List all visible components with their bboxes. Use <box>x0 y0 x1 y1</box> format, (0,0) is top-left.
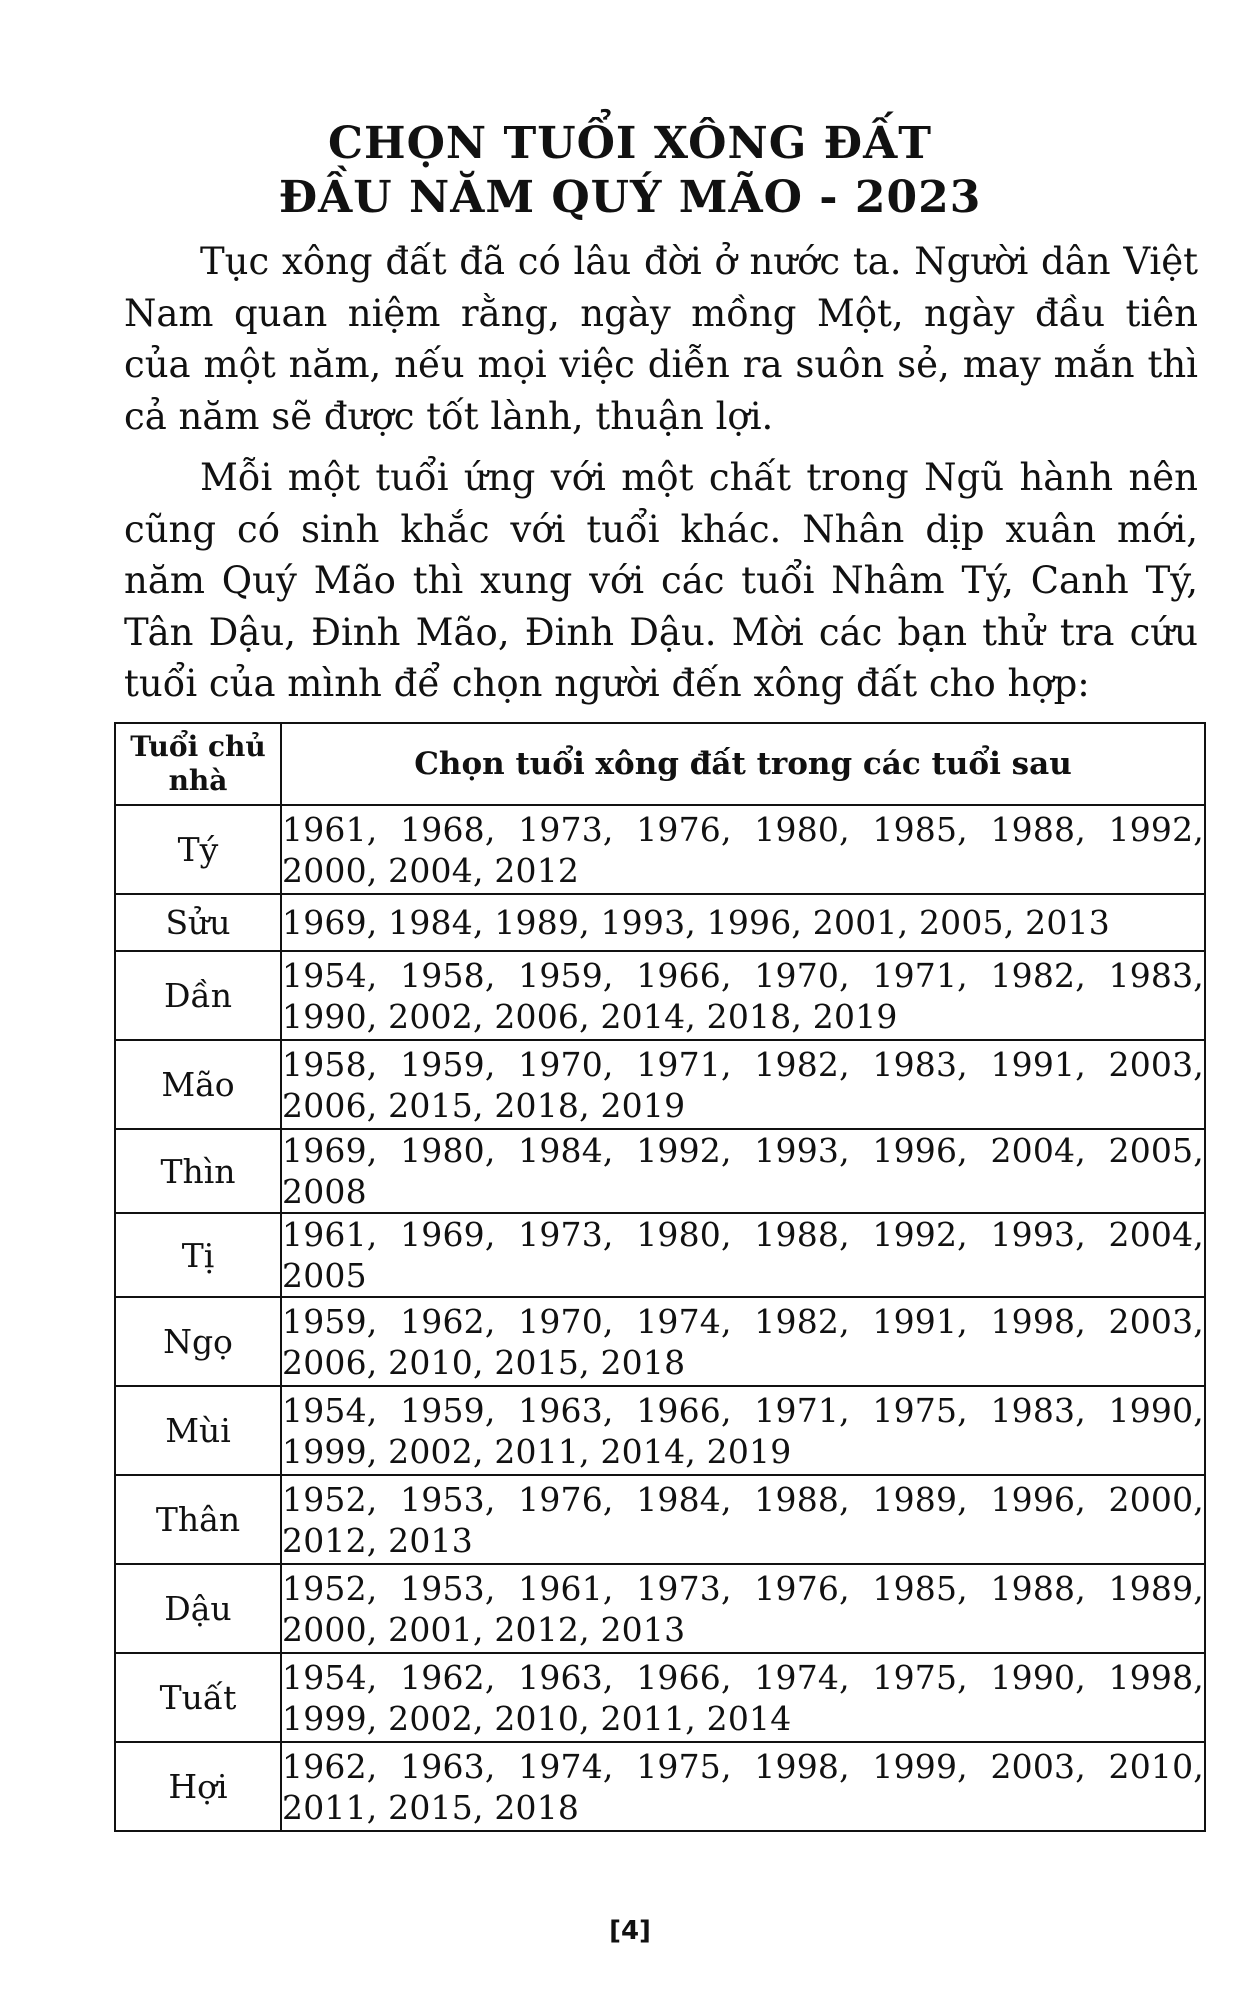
years-cell: 1969, 1984, 1989, 1993, 1996, 2001, 2005, 2013 <box>281 894 1205 951</box>
age-cell: Dần <box>115 951 281 1040</box>
age-cell: Tị <box>115 1213 281 1297</box>
age-cell: Mùi <box>115 1386 281 1475</box>
table-row <box>115 1742 1205 1831</box>
age-compatibility-table <box>114 722 1206 1832</box>
age-cell: Tý <box>115 805 281 894</box>
page-title-line-1: CHỌN TUỔI XÔNG ĐẤT <box>328 118 932 169</box>
page-title-line-2: ĐẦU NĂM QUÝ MÃO - 2023 <box>278 172 982 223</box>
header-house-owner-age: Tuổi chủ nhà <box>115 723 281 805</box>
years-cell: 1961, 1969, 1973, 1980, 1988, 1992, 1993, 2004, 2005 <box>282 1215 1204 1295</box>
years-cell: 1969, 1980, 1984, 1992, 1993, 1996, 2004, 2005, 2008 <box>282 1131 1204 1211</box>
table-row <box>115 1564 1205 1653</box>
table-row <box>115 951 1205 1040</box>
years-cell: 1954, 1958, 1959, 1966, 1970, 1971, 1982, 1983, 1990, 2002, 2006, 2014, 2018, 2019 <box>281 951 1205 1040</box>
table-row <box>115 805 1205 894</box>
years-cell: 1962, 1963, 1974, 1975, 1998, 1999, 2003, 2010, 2011, 2015, 2018 <box>281 1742 1205 1831</box>
explanation-paragraph: Mỗi một tuổi ứng với một chất trong Ngũ hành nên cũng có sinh khắc với tuổi khác. Nhân dịp xuân mới, năm Quý Mão thì xung với các tuổi Nhâm Tý, Canh Tý, Tân Dậu, Đinh Mão, Đinh Dậu. Mời các bạn thử tra cứu tuổi của mình để chọn người đến xông đất cho hợp: <box>124 456 1198 705</box>
years-cell: 1952, 1953, 1961, 1973, 1976, 1985, 1988, 1989, 2000, 2001, 2012, 2013 <box>281 1564 1205 1653</box>
age-cell: Dậu <box>115 1564 281 1653</box>
age-cell: Ngọ <box>115 1297 281 1386</box>
years-cell: 1954, 1962, 1963, 1966, 1974, 1975, 1990, 1998, 1999, 2002, 2010, 2011, 2014 <box>281 1653 1205 1742</box>
years-cell: 1954, 1959, 1963, 1966, 1971, 1975, 1983, 1990, 1999, 2002, 2011, 2014, 2019 <box>281 1386 1205 1475</box>
age-cell: Thân <box>115 1475 281 1564</box>
age-cell: Thìn <box>115 1129 281 1213</box>
age-cell: Tuất <box>115 1653 281 1742</box>
age-cell: Sửu <box>115 894 281 951</box>
years-cell: 1958, 1959, 1970, 1971, 1982, 1983, 1991, 2003, 2006, 2015, 2018, 2019 <box>281 1040 1205 1129</box>
table-row <box>115 1129 1205 1213</box>
table-row <box>115 894 1205 951</box>
table-row <box>115 1653 1205 1742</box>
table-row <box>115 1213 1205 1297</box>
page-number: [4] <box>609 1916 651 1946</box>
years-cell: 1959, 1962, 1970, 1974, 1982, 1991, 1998, 2003, 2006, 2010, 2015, 2018 <box>281 1297 1205 1386</box>
years-cell: 1952, 1953, 1976, 1984, 1988, 1989, 1996, 2000, 2012, 2013 <box>281 1475 1205 1564</box>
table-row <box>115 1040 1205 1129</box>
table-row <box>115 1297 1205 1386</box>
table-row <box>115 1475 1205 1564</box>
age-cell: Mão <box>115 1040 281 1129</box>
age-cell: Hợi <box>115 1742 281 1831</box>
header-first-footer-ages: Chọn tuổi xông đất trong các tuổi sau <box>281 723 1205 805</box>
years-cell: 1961, 1968, 1973, 1976, 1980, 1985, 1988, 1992, 2000, 2004, 2012 <box>281 805 1205 894</box>
table-row <box>115 1386 1205 1475</box>
intro-paragraph: Tục xông đất đã có lâu đời ở nước ta. Người dân Việt Nam quan niệm rằng, ngày mồng Một, ngày đầu tiên của một năm, nếu mọi việc diễn ra suôn sẻ, may mắn thì cả năm sẽ được tốt lành, thuận lợi. <box>124 240 1198 438</box>
